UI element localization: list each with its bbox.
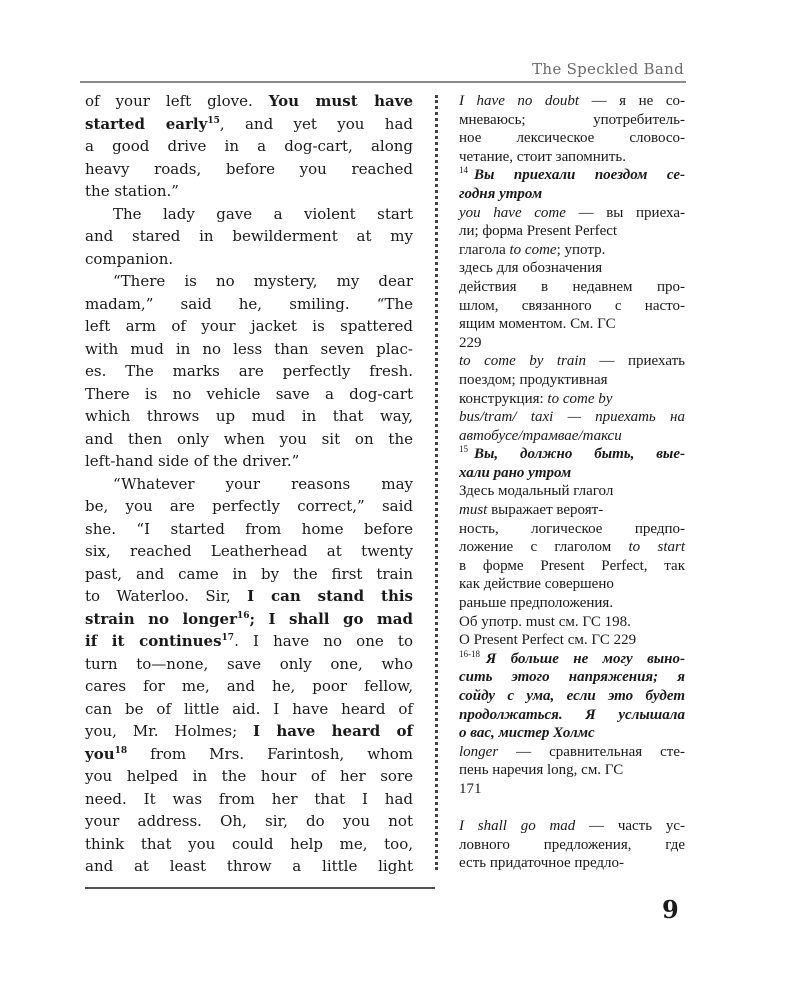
text-run: ; употр. [556,241,606,258]
annotation-line [459,334,685,353]
emphasized-text: you [85,744,115,763]
text-run: действия в недавнем про- [459,278,685,295]
emphasized-text: Я больше не могу выно- [486,650,685,667]
annotation-line [459,817,685,836]
text-run: of your left glove. [85,92,269,110]
annotation-line [459,148,685,167]
emphasized-text: ; I shall go mad [249,609,414,628]
text-run: глагола [459,241,510,258]
text-run: ящим моментом. См. ГС [459,316,616,333]
annotation-line [459,204,685,223]
text-line [85,90,413,113]
header-rule [80,81,686,83]
emphasized-text: о вас, мистер Холмс [459,725,595,742]
text-run: поездом; продуктивная [459,371,608,388]
italic-term: to come by train [459,353,587,370]
text-run: think that you could help me, too, [85,834,413,853]
italic-term: must [459,502,488,519]
text-run: 171 [459,780,482,797]
text-run: Здесь модальный глагол [459,483,614,500]
emphasized-text: started early [85,114,208,133]
annotation-line [459,575,685,594]
text-line [85,833,413,856]
text-line [85,765,413,788]
column-divider-dotted [435,95,438,870]
text-run: cares for me, and he, poor fellow, [85,677,413,695]
text-run: 229 [459,334,482,351]
annotation-line [459,854,685,873]
annotation-line [459,390,685,409]
text-run: ловного предложения, где [459,836,685,853]
text-run: О Present Perfect см. ГС 229 [459,632,637,649]
annotation-line [459,706,685,725]
text-line [85,540,413,563]
emphasized-text: I can stand this [247,587,413,605]
emphasized-text: strain no longer [85,609,237,628]
annotation-line [459,520,685,539]
text-line [85,428,413,451]
annotation-line [459,724,685,743]
text-run: — приехать [586,353,685,370]
italic-term: I have no doubt [459,93,580,109]
text-run: “Whatever your reasons may [113,474,413,493]
running-header-title: The Speckled Band [532,60,684,78]
annotation-line [459,408,685,427]
annotation-line [459,482,685,501]
footnote-number: 15 [459,444,468,455]
text-line [85,495,413,518]
text-run: need. It was from her that I had [85,789,413,808]
annotation-line [459,185,685,204]
annotation-line [459,352,685,371]
text-line [85,293,413,316]
text-run: past, and came in by the first train [85,564,413,583]
text-run: пень наречия long, см. ГС [459,762,624,779]
text-run: which throws up mud in that way, [85,407,413,425]
text-run: . I have no one to [234,632,413,650]
page-number: 9 [662,895,679,924]
text-run: can be of little aid. I have heard of [85,699,413,718]
text-run: — я не со- [579,93,685,109]
annotation-line [459,297,685,316]
text-line [85,855,413,878]
text-line [85,338,413,361]
text-run: to Waterloo. Sir, [85,587,248,605]
emphasized-text: годня утром [459,185,543,202]
text-run: выражает вероят- [487,502,604,519]
text-run: ложение с глаголом [459,539,629,556]
annotation-line [459,166,685,185]
text-run: the station.” [85,182,179,200]
annotation-line [459,259,685,278]
emphasized-text: if it continues [85,632,222,650]
text-line [85,315,413,338]
emphasized-text: хали рано утром [459,464,572,481]
footnote-ref: 17 [221,633,235,643]
text-line [85,788,413,811]
emphasized-text: продолжаться. Я услышала [459,706,685,723]
emphasized-text: сить этого напряжения; я [459,669,685,686]
footnote-ref: 16 [237,610,250,621]
text-line [85,225,413,248]
text-run: раньше предположения. [459,595,614,612]
annotation-line [459,464,685,483]
text-run: and then only when you sit on the [85,429,413,448]
annotation-line [459,129,685,148]
annotation-line [459,371,685,390]
text-line [85,270,413,293]
main-text-column [85,90,413,878]
text-run: a good drive in a dog-cart, along [85,137,413,155]
text-run: madam,” said he, smiling. “The [85,294,413,313]
annotation-line [459,445,685,464]
text-line [85,585,413,608]
text-run: ли; форма Present Perfect [459,223,618,240]
bottom-rule [85,887,435,889]
text-run: and stared in bewilderment at my [85,227,413,245]
annotation-line [459,650,685,669]
annotation-line [459,92,685,111]
annotation-line [459,111,685,130]
text-run: from Mrs. Farintosh, whom [127,744,413,763]
text-run: конструкция: [459,390,548,407]
text-line [85,158,413,181]
italic-term: to come by [547,390,613,407]
text-line [85,473,413,496]
italic-term: автобусе/трамвае/такси [459,427,622,444]
emphasized-text: Вы приехали поездом се- [474,167,685,184]
text-run: мневаюсь; употребитель- [459,111,685,128]
footnote-ref: 18 [114,745,128,756]
annotation-line [459,594,685,613]
annotation-line [459,557,685,576]
emphasized-text: You must have [268,92,413,110]
emphasized-text: Вы, должно быть, вые- [474,446,685,463]
text-run: в форме Present Perfect, так [459,557,685,574]
text-run: — вы приеха- [565,204,685,221]
annotation-line [459,780,685,799]
annotation-line [459,241,685,260]
annotation-line [459,427,685,446]
emphasized-text: сойду с ума, если это будет [459,688,685,704]
italic-term: to come [509,241,557,258]
text-line [85,675,413,698]
annotation-line [459,668,685,687]
text-line [85,810,413,833]
text-run: — сравнительная сте- [498,743,685,760]
text-run: be, you are perfectly correct,” said [85,497,413,515]
text-run: heavy roads, before you reached [85,159,413,178]
text-run: есть придаточное предло- [459,855,625,872]
annotation-line [459,222,685,241]
annotation-line [459,278,685,297]
text-run: “There is no mystery, my dear [113,272,413,290]
annotation-line [459,538,685,557]
text-line [85,630,413,653]
text-run: es. The marks are perfectly fresh. [85,362,413,380]
annotation-line [459,631,685,650]
text-run: ное лексическое словосо- [459,130,685,147]
text-line [85,135,413,158]
footnote-number: 14 [459,165,468,176]
text-line [85,653,413,676]
text-run: six, reached Leatherhead at twenty [85,542,413,560]
text-line [85,518,413,541]
annotation-line [459,315,685,334]
annotations-column [459,92,685,873]
text-run: There is no vehicle save a dog-cart [85,384,413,403]
annotation-line [459,836,685,855]
text-run: left-hand side of the driver.” [85,452,300,470]
text-line [85,608,413,631]
text-line [85,405,413,428]
text-run: здесь для обозначения [459,260,603,277]
text-run: companion. [85,249,174,268]
text-line [85,743,413,766]
emphasized-text: I have heard of [253,722,413,740]
annotation-line [459,687,685,706]
italic-term: bus/tram/ taxi — приехать на [459,409,685,426]
text-run: Об употр. must см. ГС 198. [459,613,631,630]
text-line [85,180,413,203]
text-run: left arm of your jacket is spattered [85,317,413,335]
text-run: , and yet you had [219,114,413,133]
italic-term: to start [628,539,685,556]
text-run: your address. Oh, sir, do you not [85,812,413,830]
text-run: The lady gave a violent start [113,204,413,223]
text-line [85,360,413,383]
italic-term: I shall go mad [459,818,576,835]
text-line [85,563,413,586]
text-line [85,248,413,271]
text-run: she. “I started from home before [85,519,413,538]
text-line [85,698,413,721]
text-line [85,113,413,136]
text-line [85,203,413,226]
text-line [85,720,413,743]
text-run: четание, стоит запомнить. [459,148,626,165]
text-line [85,383,413,406]
annotation-line [459,501,685,520]
text-run: you helped in the hour of her sore [85,767,413,785]
footnote-number: 16-18 [459,648,480,659]
annotation-line [459,613,685,632]
text-run: как действие совершено [459,576,614,593]
italic-term: longer [459,743,499,760]
text-run: you, Mr. Holmes; [85,722,254,740]
italic-term: you have come [459,204,566,221]
footnote-ref: 15 [207,115,220,126]
text-run: turn to—none, save only one, who [85,654,413,673]
text-run: — часть ус- [575,818,685,835]
text-run: ность, логическое предпо- [459,520,685,537]
text-line [85,450,413,473]
text-run: with mud in no less than seven plac- [85,339,413,358]
annotation-line [459,743,685,762]
annotation-line [459,799,685,818]
text-run: шлом, связанного с насто- [459,297,685,314]
annotation-line [459,761,685,780]
text-run: and at least throw a little light [85,857,413,875]
